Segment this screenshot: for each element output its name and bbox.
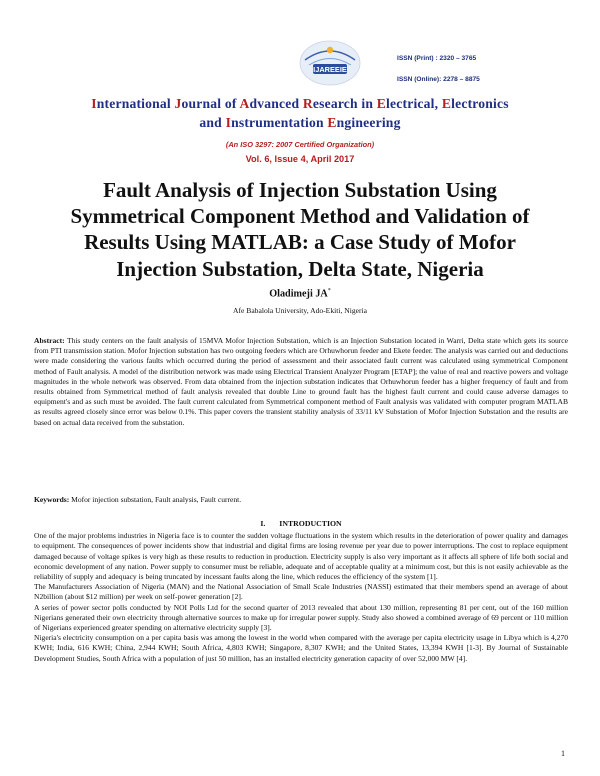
journal-title-line1: International Journal of Advanced Research in Electrical, Electronics	[91, 96, 509, 111]
paper-title	[30, 177, 570, 282]
author-mark: *	[327, 288, 331, 294]
introduction-section	[34, 519, 568, 664]
journal-logo	[299, 38, 361, 88]
journal-title-line2: and Instrumentation Engineering	[199, 115, 401, 130]
keywords-label: Keywords:	[34, 495, 70, 504]
logo-text: IJAREEIE	[313, 65, 347, 74]
intro-paragraph: One of the major problems industries in Nigeria face is to counter the sudden voltage fluctuations in the system which results in the deterioration of power quality and damages to equipment. The consequences of power incidents show that industrial and digital firms are losing revenue per year due to power interruptions. The cost to replace equipment damaged because of voltage spikes is very high as these results to reduction in production. Electricity supply is also very important as it affects all sphere of life both social and economic development of any nation. Power supply to consumer must be reliable, adequate and of acceptable quality at a minimum cost, but this is not easily achievable as the reliability of supply and adequacy is being truncated by incessant faults along the line, which reduces the efficiency of the system [1].	[34, 531, 568, 582]
keywords	[34, 495, 568, 505]
issn-online: ISSN (Online): 2278 – 8875	[397, 76, 480, 83]
section-number: I.	[260, 519, 266, 528]
abstract-text: This study centers on the fault analysis of 15MVA Mofor Injection Substation, which is an Injection Substation located in Warri, Delta state which gets its source from PTI transmission station. Mofor Injection substation has two outgoing feeders which are Orhuwhorun feeder and Ekete feeder. The analysis was carried out and deductions were made considering the various faults which occurred during the period of assessment and their associated fault current was calculated using symmetrical Component method of Fault analysis. A model of the distribution network was made using Electrical Transient Analyzer Program [ETAP]; the value of real and reactive powers and voltage magnitudes in the whole network was observed. From data obtained from the injection substation indicates that Orhuwhorun feeder has a higher frequency of fault and from results obtained from Symmetrical method of fault analysis revealed that double Line to ground fault has the highest fault current and could cause adverse damages to equipment's and as such must be avoided. The fault current calculated from Symmetrical component method of Fault analysis was validated with computer program MATLAB as results agreed closely since error was below 0.1%. This paper covers the transient stability analysis of 33/11 kV Substation of Mofor Injection Substation and the results are based on actual data received from the substation.	[34, 336, 568, 427]
intro-paragraph: The Manufacturers Association of Nigeria (MAN) and the National Association of Small Scale Industries (NASSI) estimated that their members spend an average of about N2billion (about $12 million) per week on self-power generation [2].	[34, 582, 568, 602]
author	[0, 288, 600, 299]
keywords-text: Mofor injection substation, Fault analysis, Fault current.	[71, 495, 242, 504]
section-title: INTRODUCTION	[279, 519, 342, 528]
section-heading	[34, 519, 568, 529]
intro-paragraph: A series of power sector polls conducted by NOI Polls Ltd for the second quarter of 2013 revealed that about 130 million, representing 81 per cent, out of the 160 million Nigerians generated their own electricity through alternative sources to make up for irregular power supply. Study also showed a combined average of 69 percent or 110 million of Nigerians experienced greater spending on alternative electricity supply [3].	[34, 602, 568, 633]
volume-issue: Vol. 6, Issue 4, April 2017	[245, 154, 355, 164]
paper-title-line: Injection Substation, Delta State, Nigeria	[116, 256, 484, 281]
page-number: 1	[561, 749, 565, 758]
affiliation: Afe Babalola University, Ado-Ekiti, Nigeria	[232, 306, 368, 315]
paper-title-line: Fault Analysis of Injection Substation Using	[103, 178, 497, 202]
paper-title-line: Symmetrical Component Method and Validation of	[70, 204, 530, 229]
author-name: Oladimeji JA	[269, 288, 328, 300]
issn-print: ISSN (Print) : 2320 – 3765	[397, 55, 477, 62]
intro-paragraph: Nigeria's electricity consumption on a per capita basis was among the lowest in the world when compared with the average per capita electricity usage in Libya which is 4,270 KWH; India, 616 KWH; China, 2,944 KWH; South Africa, 4,803 KWH; Singapore, 8,307 KWH; and the United States, 13,394 KWH [1-3]. By Journal of Sustainable Development Studies, South Africa with a population of just 50 million, has an installed electricity generation capacity of over 52,000 MW [4].	[34, 633, 568, 663]
iso-certification: (An ISO 3297: 2007 Certified Organization)	[225, 140, 375, 149]
paper-title-line: Results Using MATLAB: a Case Study of Mofor	[84, 230, 516, 255]
abstract-label: Abstract:	[34, 336, 65, 345]
abstract	[34, 336, 568, 428]
